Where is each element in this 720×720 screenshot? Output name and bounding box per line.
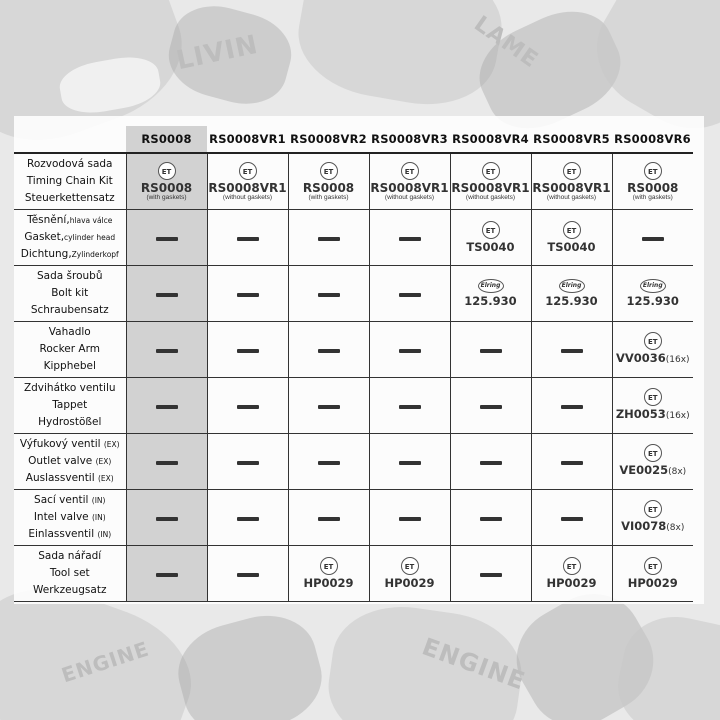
- parts-compatibility-table: [14, 126, 693, 602]
- et-logo-icon: ET: [644, 500, 662, 518]
- not-included-dash-icon: [318, 461, 340, 465]
- part-number: [370, 182, 450, 194]
- table-cell: [450, 489, 531, 545]
- table-row: [14, 433, 693, 489]
- table-cell: [531, 265, 612, 321]
- part-number: [289, 577, 369, 589]
- table-row: [14, 153, 693, 209]
- row-label-qualifier: (EX): [95, 456, 112, 466]
- row-label: [14, 265, 126, 321]
- table-cell: [450, 545, 531, 601]
- row-label-text: Tappet: [52, 398, 88, 411]
- column-header: RS0008VR3: [369, 126, 450, 153]
- table-cell: [531, 433, 612, 489]
- not-included-dash-icon: [399, 293, 421, 297]
- et-logo-icon: ET: [644, 162, 662, 180]
- table-cell: [288, 321, 369, 377]
- not-included-dash-icon: [318, 517, 340, 521]
- part-code: HP0029: [384, 576, 435, 590]
- table-cell: [207, 321, 288, 377]
- row-label-text: Sada nářadí: [38, 549, 102, 562]
- part-number: [613, 352, 694, 366]
- table-cell: [126, 153, 207, 209]
- table-cell: [612, 433, 693, 489]
- table-cell: [288, 153, 369, 209]
- not-included-dash-icon: [318, 349, 340, 353]
- part-code: ZH0053: [615, 407, 666, 421]
- not-included-dash-icon: [156, 349, 178, 353]
- row-label: [14, 153, 126, 209]
- row-label: [14, 489, 126, 545]
- gasket-note: (without gaskets): [384, 193, 435, 201]
- et-logo-icon: ET: [644, 332, 662, 350]
- row-label-line: [14, 453, 126, 470]
- row-label-line: [14, 436, 126, 453]
- row-label-qualifier: (IN): [97, 529, 112, 539]
- column-header: RS0008: [126, 126, 207, 153]
- not-included-dash-icon: [399, 349, 421, 353]
- part-code: 125.930: [464, 294, 517, 308]
- table-cell: [612, 545, 693, 601]
- part-code: VI0078: [621, 519, 667, 533]
- header-row: [14, 126, 693, 153]
- gasket-note: (without gaskets): [465, 193, 516, 201]
- et-logo-icon: ET: [563, 162, 581, 180]
- column-header: RS0008VR4: [450, 126, 531, 153]
- part-number: [451, 241, 531, 253]
- not-included-dash-icon: [156, 405, 178, 409]
- row-label-text: Outlet valve: [28, 454, 96, 467]
- table-cell: [369, 209, 450, 265]
- table-cell: [288, 265, 369, 321]
- row-label-text: Einlassventil: [28, 527, 98, 540]
- table-row: [14, 265, 693, 321]
- table-row: [14, 209, 693, 265]
- part-code: VV0036: [615, 351, 666, 365]
- not-included-dash-icon: [237, 405, 259, 409]
- table-cell: [531, 209, 612, 265]
- table-cell: [288, 377, 369, 433]
- gasket-note: (without gaskets): [546, 193, 597, 201]
- row-label-line: [14, 509, 126, 526]
- part-number: [127, 182, 207, 194]
- row-label-line: [14, 341, 126, 358]
- not-included-dash-icon: [237, 349, 259, 353]
- row-label-line: [14, 565, 126, 582]
- part-number: [532, 295, 612, 307]
- table-cell: [531, 489, 612, 545]
- column-header: RS0008VR6: [612, 126, 693, 153]
- table-cell: [531, 153, 612, 209]
- part-number: [613, 464, 694, 478]
- table-cell: [612, 153, 693, 209]
- row-label-line: [14, 582, 126, 599]
- part-number: [289, 182, 369, 194]
- table-cell: [450, 265, 531, 321]
- part-code: RS0008: [302, 180, 355, 195]
- row-label: [14, 209, 126, 265]
- part-quantity: (8x): [666, 523, 685, 533]
- table-cell: [207, 545, 288, 601]
- row-label-qualifier: (IN): [91, 495, 106, 505]
- table-row: [14, 545, 693, 601]
- part-code: TS0040: [466, 240, 515, 254]
- part-number: [532, 182, 612, 194]
- row-label-text: Hydrostößel: [38, 415, 102, 428]
- part-quantity: (8x): [668, 467, 687, 477]
- table-cell: [612, 489, 693, 545]
- table-cell: [450, 153, 531, 209]
- not-included-dash-icon: [561, 461, 583, 465]
- not-included-dash-icon: [399, 405, 421, 409]
- table-cell: [369, 433, 450, 489]
- et-logo-icon: ET: [320, 162, 338, 180]
- table-cell: [369, 321, 450, 377]
- table-cell: [369, 377, 450, 433]
- row-label-line: [14, 229, 126, 246]
- part-number: [613, 408, 694, 422]
- table-cell: [207, 153, 288, 209]
- not-included-dash-icon: [237, 517, 259, 521]
- part-code: RS0008VR1: [370, 180, 449, 195]
- et-logo-icon: ET: [320, 557, 338, 575]
- row-label-text: Výfukový ventil: [19, 437, 104, 450]
- table-cell: [126, 209, 207, 265]
- table-cell: [126, 321, 207, 377]
- row-label-text: Werkzeugsatz: [33, 583, 107, 596]
- table-cell: [369, 489, 450, 545]
- et-logo-icon: ET: [644, 444, 662, 462]
- et-logo-icon: ET: [482, 221, 500, 239]
- row-label-line: [14, 324, 126, 341]
- et-logo-icon: ET: [644, 557, 662, 575]
- et-logo-icon: ET: [563, 557, 581, 575]
- row-label-line: [14, 492, 126, 509]
- part-number: [532, 241, 612, 253]
- not-included-dash-icon: [156, 461, 178, 465]
- row-label-text: Intel valve: [33, 510, 92, 523]
- row-label: [14, 321, 126, 377]
- row-label: [14, 433, 126, 489]
- row-label-text: Schraubensatz: [30, 303, 109, 316]
- part-code: RS0008VR1: [532, 180, 611, 195]
- table-cell: [450, 209, 531, 265]
- row-label-line: [14, 526, 126, 543]
- not-included-dash-icon: [318, 405, 340, 409]
- row-label-line: [14, 268, 126, 285]
- part-code: RS0008: [140, 180, 193, 195]
- row-label-text: Bolt kit: [51, 286, 89, 299]
- et-logo-icon: ET: [239, 162, 257, 180]
- not-included-dash-icon: [480, 405, 502, 409]
- row-label-line: [14, 380, 126, 397]
- row-label-text: Rocker Arm: [39, 342, 100, 355]
- column-header: RS0008VR2: [288, 126, 369, 153]
- gasket-note: (with gaskets): [146, 193, 187, 201]
- elring-logo-icon: Elring: [559, 279, 585, 293]
- row-label-text: Kipphebel: [43, 359, 96, 372]
- gasket-note: (with gaskets): [632, 193, 673, 201]
- table-cell: [450, 433, 531, 489]
- row-label-line: [14, 212, 126, 229]
- part-number: [532, 577, 612, 589]
- row-label-qualifier: hlava válce: [69, 215, 113, 225]
- sticker-background: LIVIN LAME ENGINE ENGINE: [0, 0, 720, 720]
- not-included-dash-icon: [399, 461, 421, 465]
- elring-logo-icon: Elring: [640, 279, 666, 293]
- table-cell: [288, 545, 369, 601]
- table-cell: [288, 209, 369, 265]
- gasket-note: (without gaskets): [222, 193, 273, 201]
- column-header: RS0008VR1: [207, 126, 288, 153]
- not-included-dash-icon: [399, 237, 421, 241]
- table-row: [14, 321, 693, 377]
- table-cell: [450, 321, 531, 377]
- row-label-line: [14, 358, 126, 375]
- table-cell: [612, 321, 693, 377]
- not-included-dash-icon: [237, 573, 259, 577]
- not-included-dash-icon: [561, 349, 583, 353]
- row-label-line: [14, 470, 126, 487]
- row-label-text: Dichtung,: [20, 247, 72, 260]
- row-label-text: Sací ventil: [34, 493, 92, 506]
- et-logo-icon: ET: [482, 162, 500, 180]
- row-label-line: [14, 414, 126, 431]
- row-label-line: [14, 173, 126, 190]
- row-label-qualifier: Zylinderkopf: [71, 249, 119, 259]
- row-label-text: Sada šroubů: [37, 269, 103, 282]
- not-included-dash-icon: [561, 405, 583, 409]
- part-code: HP0029: [303, 576, 354, 590]
- not-included-dash-icon: [480, 461, 502, 465]
- table-cell: [531, 321, 612, 377]
- elring-logo-icon: Elring: [478, 279, 504, 293]
- et-logo-icon: ET: [401, 557, 419, 575]
- table-row: [14, 489, 693, 545]
- not-included-dash-icon: [318, 237, 340, 241]
- part-quantity: (16x): [665, 355, 690, 365]
- table-cell: [612, 209, 693, 265]
- table-cell: [207, 433, 288, 489]
- part-code: HP0029: [627, 576, 678, 590]
- part-number: [613, 577, 694, 589]
- table-cell: [207, 265, 288, 321]
- row-label-qualifier: (EX): [103, 439, 120, 449]
- row-label-line: [14, 190, 126, 207]
- table-cell: [450, 377, 531, 433]
- row-label-text: Těsnění,: [27, 213, 70, 226]
- not-included-dash-icon: [642, 237, 664, 241]
- header-corner: [14, 126, 126, 153]
- table-cell: [612, 377, 693, 433]
- part-code: VE0025: [619, 463, 669, 477]
- row-label: [14, 545, 126, 601]
- row-label-text: Steuerkettensatz: [24, 191, 115, 204]
- not-included-dash-icon: [480, 517, 502, 521]
- table-cell: [126, 377, 207, 433]
- et-logo-icon: ET: [401, 162, 419, 180]
- part-code: RS0008: [627, 180, 679, 195]
- table-cell: [369, 545, 450, 601]
- part-number: [370, 577, 450, 589]
- part-code: RS0008VR1: [451, 180, 530, 195]
- row-label-text: Gasket,: [24, 230, 65, 243]
- table-row: [14, 377, 693, 433]
- table-cell: [126, 489, 207, 545]
- table-cell: [126, 265, 207, 321]
- not-included-dash-icon: [156, 293, 178, 297]
- row-label-text: Vahadlo: [48, 325, 91, 338]
- not-included-dash-icon: [156, 237, 178, 241]
- part-number: [208, 182, 288, 194]
- row-label-line: [14, 397, 126, 414]
- table-cell: [531, 545, 612, 601]
- not-included-dash-icon: [480, 573, 502, 577]
- row-label-line: [14, 246, 126, 263]
- row-label-qualifier: (IN): [91, 512, 106, 522]
- part-number: [613, 520, 694, 534]
- not-included-dash-icon: [237, 461, 259, 465]
- not-included-dash-icon: [399, 517, 421, 521]
- row-label-qualifier: (EX): [97, 473, 114, 483]
- table-cell: [369, 153, 450, 209]
- table-cell: [126, 433, 207, 489]
- part-number: [613, 295, 694, 307]
- gasket-note: (with gaskets): [308, 193, 349, 201]
- part-number: [451, 182, 531, 194]
- row-label-qualifier: cylinder head: [64, 232, 116, 242]
- row-label-text: Zdvihátko ventilu: [23, 381, 116, 394]
- part-number: [451, 295, 531, 307]
- table-cell: [531, 377, 612, 433]
- column-header: RS0008VR5: [531, 126, 612, 153]
- row-label-text: Tool set: [49, 566, 90, 579]
- part-number: [613, 182, 694, 194]
- table-cell: [207, 209, 288, 265]
- table-cell: [126, 545, 207, 601]
- table-cell: [612, 265, 693, 321]
- row-label-text: Auslassventil: [25, 471, 98, 484]
- row-label: [14, 377, 126, 433]
- et-logo-icon: ET: [644, 388, 662, 406]
- row-label-text: Timing Chain Kit: [26, 174, 113, 187]
- table-cell: [288, 489, 369, 545]
- table-cell: [207, 489, 288, 545]
- not-included-dash-icon: [561, 517, 583, 521]
- not-included-dash-icon: [480, 349, 502, 353]
- not-included-dash-icon: [318, 293, 340, 297]
- row-label-line: [14, 285, 126, 302]
- part-code: TS0040: [547, 240, 596, 254]
- part-quantity: (16x): [665, 411, 690, 421]
- table-cell: [369, 265, 450, 321]
- not-included-dash-icon: [156, 517, 178, 521]
- et-logo-icon: ET: [158, 162, 176, 180]
- part-code: 125.930: [626, 294, 679, 308]
- not-included-dash-icon: [237, 293, 259, 297]
- row-label-text: Rozvodová sada: [27, 157, 113, 170]
- row-label-line: [14, 156, 126, 173]
- row-label-line: [14, 302, 126, 319]
- part-code: HP0029: [546, 576, 597, 590]
- not-included-dash-icon: [237, 237, 259, 241]
- not-included-dash-icon: [156, 573, 178, 577]
- et-logo-icon: ET: [563, 221, 581, 239]
- part-code: RS0008VR1: [208, 180, 287, 195]
- table-cell: [288, 433, 369, 489]
- row-label-line: [14, 548, 126, 565]
- part-code: 125.930: [545, 294, 598, 308]
- table-cell: [207, 377, 288, 433]
